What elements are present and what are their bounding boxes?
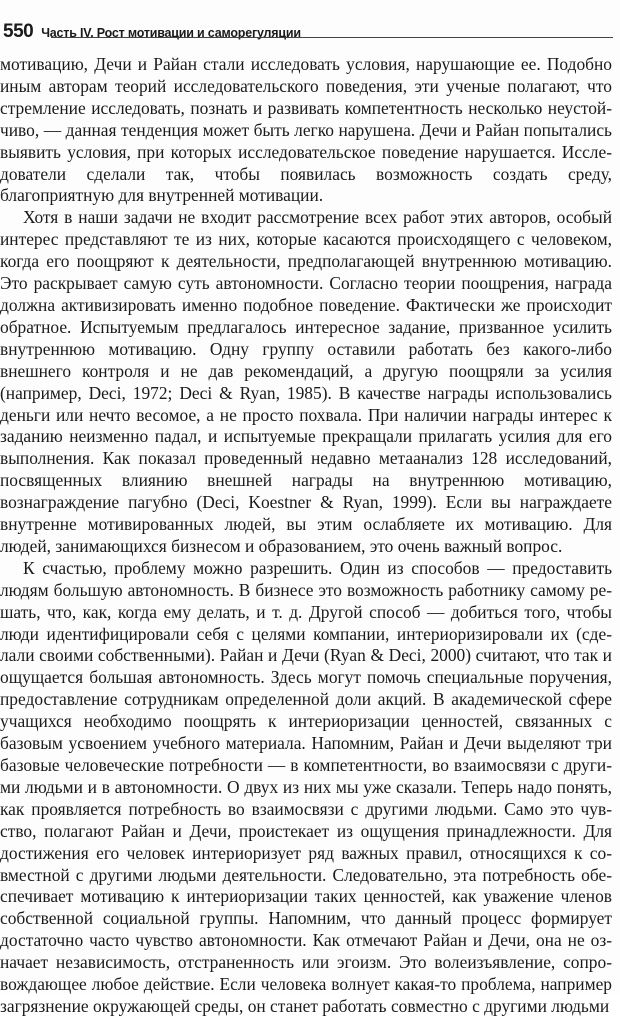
- header-rule: [51, 37, 613, 38]
- paragraph-continuation: мотивацию, Дечи и Райан стали исследовать условия, нарушающие ее. Подобно иным авторам теорий исследовательского поведения, эти ученые полагают, что стремление исследовать, познать и развивать компетентность несколько неустойчиво, — данная тенденция может быть легко нарушена. Дечи и Райан попытались выявить условия, при которых исследовательское поведение нарушается. Исследователи сделали так, чтобы появилась возможность создать среду, благоприятную для внутренней мотивации.: [0, 54, 612, 206]
- body-text: [0, 54, 612, 1018]
- paragraph-reward-research: Хотя в наши задачи не входит рассмотрение всех работ этих авторов, особый интерес представляют те из них, которые касаются происходящего с человеком, когда его поощряют к деятельности, предполагающей внутреннюю мотивацию. Это раскрывает самую суть автономности. Согласно теории поощрения, награда должна активизировать именно подобное поведение. Фактически же происходит обратное. Испытуемым предлагалось интересное задание, призванное усилить внутреннюю мотивацию. Одну группу оставили работать без какого-либо внешнего контроля и не дав рекомендаций, а другую поощряли за усилия (например, Deci, 1972; Deci & Ryan, 1985). В качестве награды использовались деньги или нечто весомое, а не просто похвала. При наличии награды интерес к заданию неизменно падал, и испытуемые прекращали прилагать усилия для его выполнения. Как показал проведенный недавно метаанализ 128 исследований, посвященных влиянию внешней награды на внутреннюю мотивацию, вознаграждение пагубно (Deci, Koestner & Ryan, 1999). Если вы награждаете внутренне мотивированных людей, вы этим ослабляете их мотивацию. Для людей, занимающихся бизнесом и образованием, это очень важный вопрос.: [0, 207, 612, 556]
- paragraph-autonomy-solution: К счастью, проблему можно разрешить. Один из способов — предоставить людям большую автономность. В бизнесе это возможность работнику самому решать, что, как, когда ему делать, и т. д. Другой способ — добиться того, чтобы люди идентифицировали себя с целями компании, интериоризировали их (сделали своими собственными). Райан и Дечи (Ryan & Deci, 2000) считают, что так и ощущается большая автономность. Здесь могут помочь специальные поручения, предоставление сотрудникам определенной доли акций. В академической сфере учащихся необходимо поощрять к интериоризации ценностей, связанных с базовым усвоением учебного материала. Напомним, Райан и Дечи выделяют три базовые человеческие потребности — в компетентности, во взаимосвязи с другими людьми и в автономности. О двух из них мы уже сказали. Теперь надо понять, как проявляется потребность во взаимосвязи с другими людьми. Само это чувство, полагают Райан и Дечи, проистекает из ощущения принадлежности. Для достижения его человек интериоризует ряд важных правил, относящихся к совместной с другими людьми деятельности. Следовательно, эта потребность обеспечивает мотивацию к интериоризации таких ценностей, как уважение членов собственной социальной группы. Напомним, что данный процесс формирует достаточно часто чувство автономности. Как отмечают Райан и Дечи, она не означает независимость, отстраненность или эгоизм. Это волеизъявление, сопровождающее любое действие. Если человека волнует какая-то проблема, например загрязнение окружающей среды, он станет работать совместно с другими людьми: [0, 557, 612, 1016]
- page-number: 550: [3, 21, 34, 42]
- running-title: Часть IV. Рост мотивации и саморегуляции: [41, 26, 301, 40]
- page-header: [3, 17, 613, 43]
